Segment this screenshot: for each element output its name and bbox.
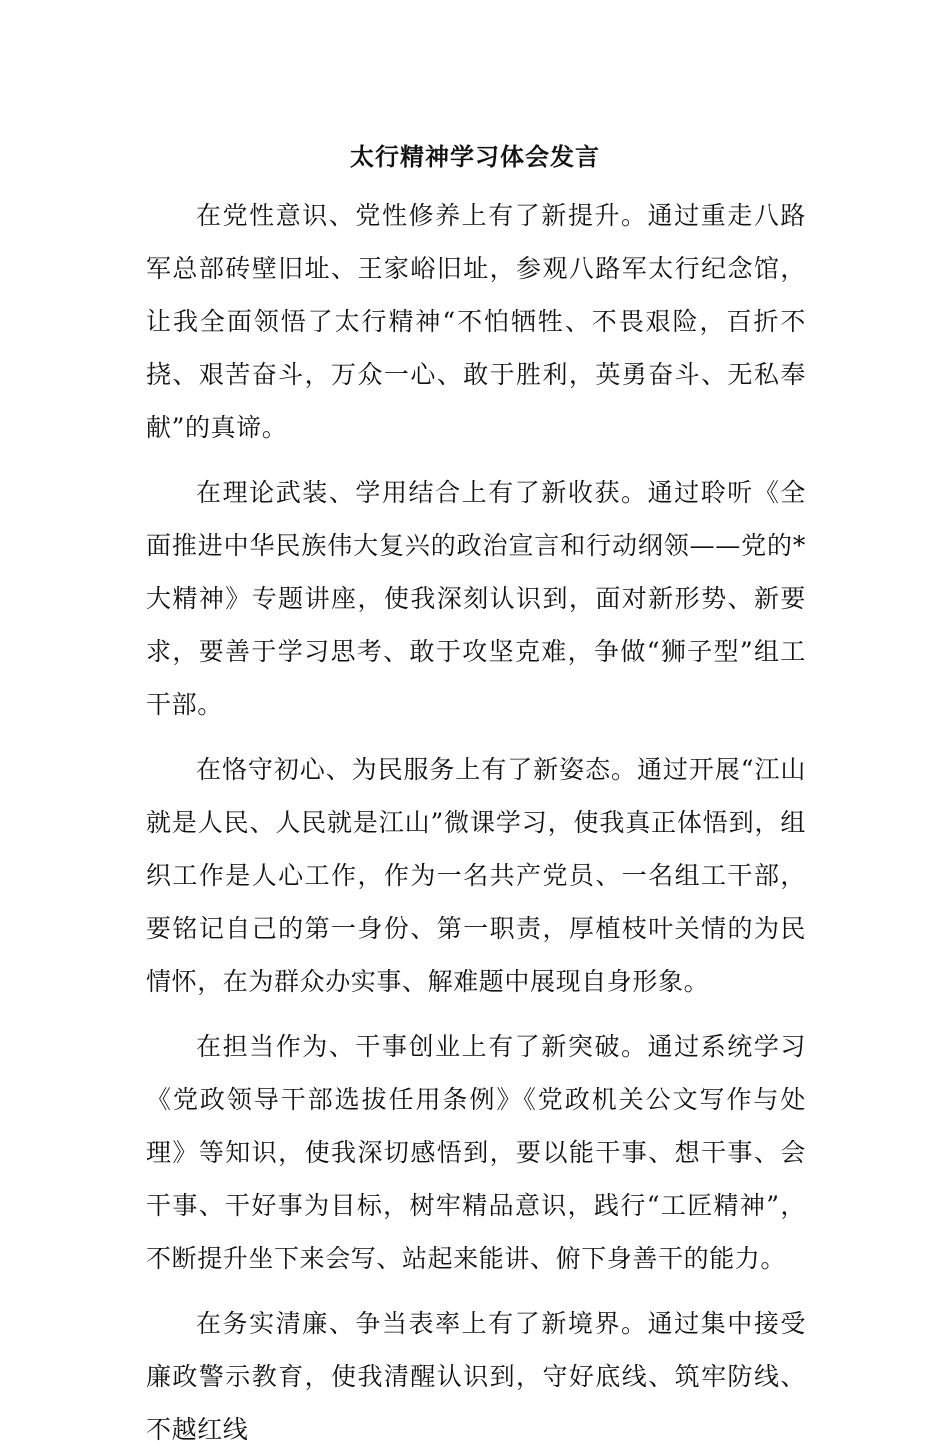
document-body [146,189,806,1456]
document-title: 太行精神学习体会发言 [350,143,600,171]
paragraph-2: 在理论武装、学用结合上有了新收获。通过聆听《全面推进中华民族伟大复兴的政治宣言和行动纲领——党的*大精神》专题讲座，使我深刻认识到，面对新形势、新要求，要善于学习思考、敢于攻坚克难，争做“狮子型”组工干部。 [146,478,806,719]
paragraph-1: 在党性意识、党性修养上有了新提升。通过重走八路军总部砖壁旧址、王家峪旧址，参观八路军太行纪念馆，让我全面领悟了太行精神“不怕牺牲、不畏艰险，百折不挠、艰苦奋斗，万众一心、敢于胜利，英勇奋斗、无私奉献”的真谛。 [146,201,806,442]
paragraph-3: 在恪守初心、为民服务上有了新姿态。通过开展“江山就是人民、人民就是江山”微课学习，使我真正体悟到，组织工作是人心工作，作为一名共产党员、一名组工干部，要铭记自己的第一身份、第一职责，厚植枝叶关情的为民情怀，在为群众办实事、解难题中展现自身形象。 [146,755,806,996]
paragraph-5: 在务实清廉、争当表率上有了新境界。通过集中接受廉政警示教育，使我清醒认识到，守好底线、筑牢防线、不越红线 [146,1309,806,1444]
paragraph-4: 在担当作为、干事创业上有了新突破。通过系统学习《党政领导干部选拔任用条例》《党政机关公文写作与处理》等知识，使我深切感悟到，要以能干事、想干事、会干事、干好事为目标，树牢精品意识，践行“工匠精神”，不断提升坐下来会写、站起来能讲、俯下身善干的能力。 [146,1032,806,1273]
